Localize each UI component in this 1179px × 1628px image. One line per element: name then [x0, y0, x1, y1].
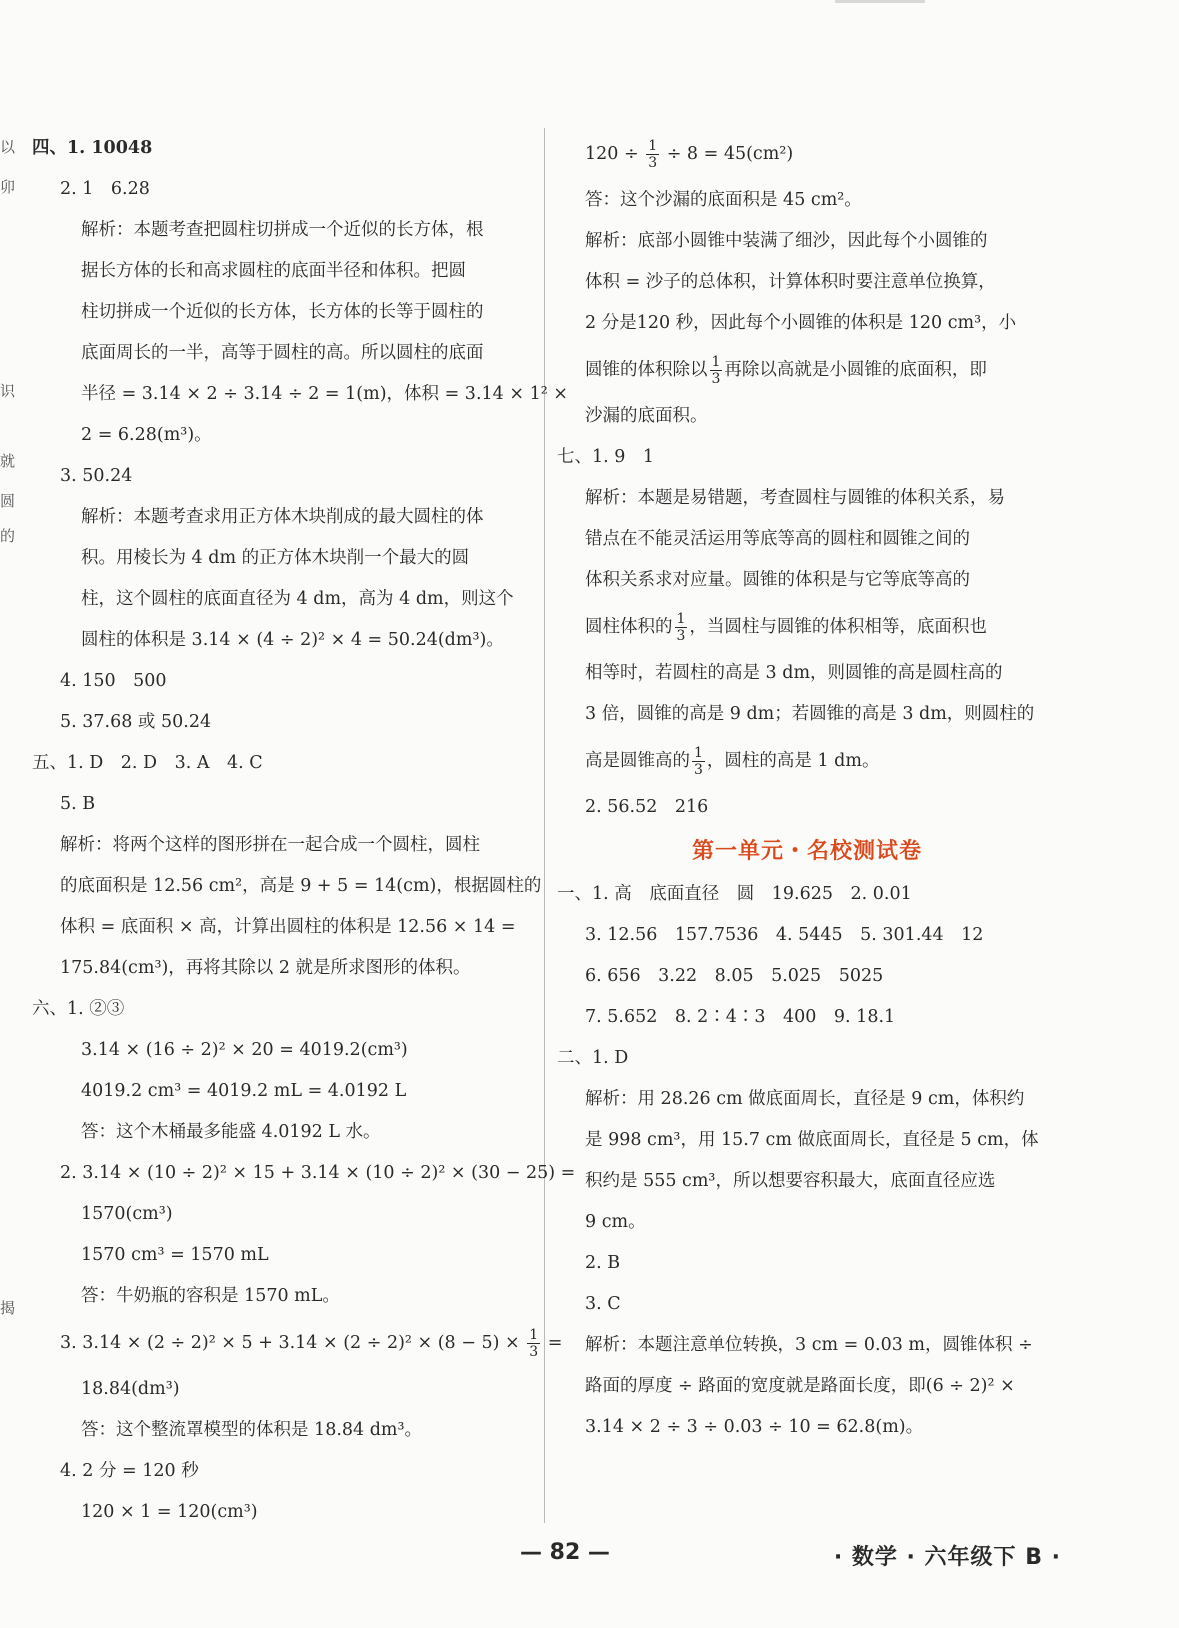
answer-line [557, 1161, 1057, 1202]
fraction-numerator: 1 [694, 745, 703, 761]
answer-line [32, 948, 547, 989]
answer-line [32, 1194, 547, 1235]
line-text: 18.84(dm³) [81, 1379, 180, 1399]
line-text: 据长方体的长和高求圆柱的底面半径和体积。把圆 [81, 261, 466, 281]
line-text: 半径 = 3.14 × 2 ÷ 3.14 ÷ 2 = 1(m)，体积 = 3.14 × 1² × [81, 384, 568, 404]
answer-line [32, 1071, 547, 1112]
line-text: 2 = 6.28(m³)。 [81, 425, 212, 445]
answer-line [32, 1030, 547, 1071]
line-text: 3. 3.14 × (2 ÷ 2)² × 5 + 3.14 × (2 ÷ 2)² × (8 − 5) × [60, 1333, 526, 1353]
answer-line [557, 221, 1057, 262]
line-text: 路面的厚度 ÷ 路面的宽度就是路面长度，即(6 ÷ 2)² × [585, 1376, 1015, 1396]
line-text: 圆柱体积的 [585, 617, 673, 637]
answer-line [32, 866, 547, 907]
fraction-denominator: 3 [648, 155, 658, 171]
edge-character: 识 [0, 382, 16, 400]
answer-line [32, 1451, 547, 1492]
answer-line [557, 560, 1057, 601]
answer-line [557, 437, 1057, 478]
answer-line [557, 787, 1057, 828]
line-text: 解析：用 28.26 cm 做底面周长，直径是 9 cm，体积约 [585, 1089, 1025, 1109]
answer-line [557, 180, 1057, 221]
line-text: 相等时，若圆柱的高是 3 dm，则圆锥的高是圆柱高的 [585, 663, 1003, 683]
answer-line [32, 989, 547, 1030]
line-text: 解析：本题注意单位转换，3 cm = 0.03 m，圆锥体积 ÷ [585, 1335, 1033, 1355]
line-text: 3. 12.56 157.7536 4. 5445 5. 301.44 12 [585, 925, 984, 945]
answer-line [32, 661, 547, 702]
page-footer [0, 1540, 1179, 1580]
answer-line [32, 1276, 547, 1317]
fraction [692, 745, 705, 778]
line-text: 120 ÷ [585, 144, 645, 164]
edge-character: 揭 [0, 1299, 16, 1317]
line-text: 1570 cm³ = 1570 mL [81, 1245, 269, 1265]
line-text: 积约是 555 cm³，所以想要容积最大，底面直径应选 [585, 1171, 996, 1191]
line-text: 圆锥的体积除以 [585, 360, 708, 380]
answer-line [32, 1112, 547, 1153]
fraction-numerator: 1 [711, 354, 721, 370]
answer-line [32, 579, 547, 620]
answer-line [557, 735, 1057, 787]
answer-line [557, 1120, 1057, 1161]
edge-character: 的 [0, 527, 16, 545]
line-text: 解析：本题考查把圆柱切拼成一个近似的长方体，根 [81, 220, 484, 240]
line-text: 120 × 1 = 120(cm³) [81, 1502, 258, 1522]
fraction-denominator: 3 [529, 1344, 539, 1360]
answer-line [32, 825, 547, 866]
answer-line [32, 497, 547, 538]
answer-line [32, 251, 547, 292]
answer-line [32, 743, 547, 784]
fraction-numerator: 1 [676, 611, 686, 627]
answer-line [557, 915, 1057, 956]
edge-character: 卯 [0, 178, 16, 196]
line-text: 是 998 cm³，用 15.7 cm 做底面周长，直径是 5 cm，体 [585, 1130, 1039, 1150]
edge-character: 以 [0, 138, 16, 156]
answer-line [557, 1038, 1057, 1079]
line-text-after: ÷ 8 = 45(cm²) [661, 144, 794, 164]
line-text: 底面周长的一半，高等于圆柱的高。所以圆柱的底面 [81, 343, 484, 363]
answer-line [32, 1410, 547, 1451]
line-text: 175.84(cm³)，再将其除以 2 就是所求图形的体积。 [60, 958, 471, 978]
answer-line [557, 601, 1057, 653]
line-text: 错点在不能灵活运用等底等高的圆柱和圆锥之间的 [585, 529, 970, 549]
line-text: 沙漏的底面积。 [585, 406, 708, 426]
answer-line [32, 1369, 547, 1410]
line-text: 七、1. 9 1 [557, 447, 655, 467]
answer-line [557, 1202, 1057, 1243]
answer-line [32, 538, 547, 579]
line-text: 体积 = 底面积 × 高，计算出圆柱的体积是 12.56 × 14 = [60, 917, 516, 937]
line-text: 2 分是120 秒，因此每个小圆锥的体积是 120 cm³，小 [585, 313, 1017, 333]
line-text: 答：这个沙漏的底面积是 45 cm²。 [585, 190, 862, 210]
line-text: 4019.2 cm³ = 4019.2 mL = 4.0192 L [81, 1081, 407, 1101]
line-text: 解析：底部小圆锥中装满了细沙，因此每个小圆锥的 [585, 231, 988, 251]
line-text: 解析：将两个这样的图形拼在一起合成一个圆柱，圆柱 [60, 835, 480, 855]
line-text: 答：牛奶瓶的容积是 1570 mL。 [81, 1286, 340, 1306]
subject-label: · 数学 · 六年级下 B · [833, 1545, 1061, 1570]
line-text: 6. 656 3.22 8.05 5.025 5025 [585, 966, 884, 986]
line-text-after: ，当圆柱与圆锥的体积相等，底面积也 [689, 617, 987, 637]
line-text-after: 再除以高就是小圆锥的底面积，即 [724, 360, 987, 380]
fraction [710, 354, 723, 387]
answer-line [557, 1284, 1057, 1325]
page-number: — 82 — [520, 1540, 610, 1565]
fraction-numerator: 1 [648, 138, 658, 154]
answer-line [32, 128, 547, 169]
line-text: 圆柱的体积是 3.14 × (4 ÷ 2)² × 4 = 50.24(dm³)。 [81, 630, 504, 650]
fraction-denominator: 3 [711, 371, 721, 387]
line-text: 四、1. 10048 [32, 138, 153, 158]
line-text: 五、1. D 2. D 3. A 4. C [32, 753, 263, 773]
top-edge-mark [835, 0, 925, 3]
line-text: 解析：本题考查求用正方体木块削成的最大圆柱的体 [81, 507, 484, 527]
answer-line [557, 1407, 1057, 1448]
line-text: 2. 1 6.28 [60, 179, 150, 199]
line-text: 9 cm。 [585, 1212, 646, 1232]
line-text: 答：这个整流罩模型的体积是 18.84 dm³。 [81, 1420, 423, 1440]
fraction [675, 611, 688, 644]
answer-line [32, 702, 547, 743]
answer-line [557, 1243, 1057, 1284]
fraction-numerator: 1 [529, 1327, 539, 1343]
line-text: 二、1. D [557, 1048, 629, 1068]
fraction-denominator: 3 [676, 628, 686, 644]
answer-line [32, 415, 547, 456]
section-title [557, 828, 1057, 874]
line-text: 一、1. 高 底面直径 圆 19.625 2. 0.01 [557, 884, 912, 904]
fraction-denominator: 3 [694, 762, 703, 778]
line-text: 高是圆锥高的 [585, 751, 690, 771]
answer-line [557, 956, 1057, 997]
answer-line [32, 1317, 563, 1369]
line-text: 第一单元・名校测试卷 [691, 838, 922, 864]
line-text: 3. C [585, 1294, 621, 1314]
fraction [646, 138, 659, 171]
answer-line [32, 292, 547, 333]
answer-line [557, 694, 1057, 735]
answer-line [557, 997, 1057, 1038]
line-text: 7. 5.652 8. 2∶4∶3 400 9. 18.1 [585, 1007, 896, 1027]
line-text: 3.14 × 2 ÷ 3 ÷ 0.03 ÷ 10 = 62.8(m)。 [585, 1417, 924, 1437]
answer-line [557, 478, 1057, 519]
answer-line [557, 303, 1057, 344]
fraction [527, 1327, 540, 1360]
line-text: 积。用棱长为 4 dm 的正方体木块削一个最大的圆 [81, 548, 470, 568]
answer-line [32, 333, 547, 374]
line-text: 3.14 × (16 ÷ 2)² × 20 = 4019.2(cm³) [81, 1040, 408, 1060]
line-text-after: ，圆柱的高是 1 dm。 [706, 751, 880, 771]
line-text: 5. 37.68 或 50.24 [60, 712, 212, 732]
answer-line [32, 784, 547, 825]
line-text: 4. 2 分 = 120 秒 [60, 1461, 199, 1481]
answer-line [32, 1235, 547, 1276]
answer-line [32, 456, 547, 497]
answer-line [557, 1079, 1057, 1120]
answer-line [32, 169, 547, 210]
line-text: 体积关系求对应量。圆锥的体积是与它等底等高的 [585, 570, 970, 590]
answer-line [557, 344, 1057, 396]
answer-line [557, 519, 1057, 560]
line-text: 2. B [585, 1253, 621, 1273]
line-text: 的底面积是 12.56 cm²，高是 9 + 5 = 14(cm)，根据圆柱的 [60, 876, 542, 896]
edge-character: 就 [0, 452, 16, 470]
line-text: 柱切拼成一个近似的长方体，长方体的长等于圆柱的 [81, 302, 484, 322]
line-text: 5. B [60, 794, 96, 814]
right-column [557, 128, 1057, 1448]
answer-line [32, 620, 547, 661]
answer-line [32, 907, 547, 948]
line-text: 体积 = 沙子的总体积，计算体积时要注意单位换算， [585, 272, 996, 292]
answer-line [32, 1153, 576, 1194]
left-column [32, 128, 576, 1533]
line-text: 答：这个木桶最多能盛 4.0192 L 水。 [81, 1122, 381, 1142]
edge-character: 圆 [0, 492, 16, 510]
answer-line [32, 210, 547, 251]
answer-line [557, 1366, 1057, 1407]
answer-line [557, 262, 1057, 303]
answer-line [557, 396, 1057, 437]
answer-line [32, 1492, 547, 1533]
line-text: 2. 56.52 216 [585, 797, 709, 817]
line-text: 解析：本题是易错题，考查圆柱与圆锥的体积关系，易 [585, 488, 1005, 508]
line-text: 3. 50.24 [60, 466, 133, 486]
line-text: 六、1. ②③ [32, 999, 125, 1019]
line-text: 2. 3.14 × (10 ÷ 2)² × 15 + 3.14 × (10 ÷ 2)² × (30 − 25) = [60, 1163, 576, 1183]
line-text: 柱，这个圆柱的底面直径为 4 dm，高为 4 dm，则这个 [81, 589, 514, 609]
line-text: 1570(cm³) [81, 1204, 173, 1224]
line-text-after: = [542, 1333, 563, 1353]
answer-line [32, 374, 568, 415]
answer-line [557, 653, 1057, 694]
answer-line [557, 128, 1057, 180]
line-text: 3 倍，圆锥的高是 9 dm；若圆锥的高是 3 dm，则圆柱的 [585, 704, 1035, 724]
answer-line [557, 874, 1057, 915]
line-text: 4. 150 500 [60, 671, 167, 691]
answer-line [557, 1325, 1057, 1366]
